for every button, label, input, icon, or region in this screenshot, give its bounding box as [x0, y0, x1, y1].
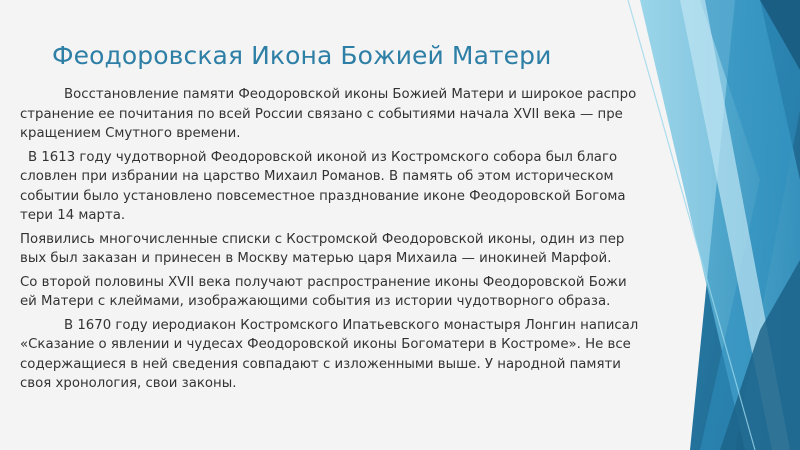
- slide-body: [20, 85, 690, 398]
- paragraph-line: тери 14 марта.: [20, 208, 126, 223]
- paragraph-1: [20, 85, 690, 144]
- paragraph-line: словлен при избрании на царство Михаил Романов. В память об этом историческом: [20, 169, 614, 184]
- paragraph-line: содержащиеся в ней сведения совпадают с изложенными выше. У народной памяти: [20, 356, 621, 372]
- paragraph-line: Появились многочисленные списки с Костромской Феодоровской иконы, один из пер: [20, 231, 625, 247]
- paragraph-4: [20, 273, 690, 312]
- paragraph-line: Со второй половины XVII века получают распространение иконы Феодоровской Божи: [20, 274, 627, 290]
- paragraph-line: вых был заказан и принесен в Москву матерью царя Михаила — инокиней Марфой.: [20, 251, 612, 266]
- paragraph-line: ей Матери с клеймами, изображающими события из истории чудотворного образа.: [20, 294, 611, 309]
- paragraph-line: странение ее почитания по всей России связано с событиями начала XVII века — пре: [20, 106, 623, 122]
- paragraph-line: В 1613 году чудотворной Феодоровской иконой из Костромского собора был благо: [28, 149, 618, 165]
- paragraph-line: «Сказание о явлении и чудесах Феодоровской иконы Богоматери в Костроме». Не все: [20, 337, 631, 352]
- paragraph-line: кращением Смутного времени.: [20, 126, 241, 141]
- paragraph-line: своя хронология, свои законы.: [20, 376, 237, 391]
- paragraph-3: [20, 230, 690, 269]
- paragraph-line: событии было установлено повсеместное празднование иконе Феодоровской Богома: [20, 188, 626, 204]
- paragraph-2: [20, 148, 690, 226]
- paragraph-line: В 1670 году иеродиакон Костромского Ипатьевского монастыря Лонгин написал: [64, 317, 639, 333]
- slide-title: Феодоровская Икона Божией Матери: [52, 41, 552, 70]
- paragraph-line: Восстановление памяти Феодоровской иконы Божией Матери и широкое распро: [64, 87, 637, 102]
- paragraph-5: [20, 316, 690, 394]
